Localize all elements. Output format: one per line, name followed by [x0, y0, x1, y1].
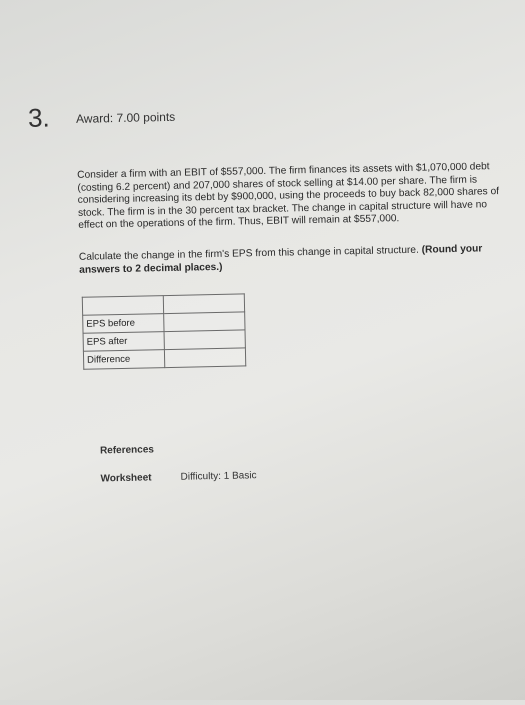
- question-number: 3.: [27, 102, 51, 133]
- instruction-bold: (Round your answers to 2 decimal places.): [79, 243, 483, 276]
- difficulty-label: Difficulty: 1 Basic: [180, 470, 257, 483]
- problem-text: Consider a firm with an EBIT of $557,000. The firm finances its assets with $1,070,000 debt (costing 6.2 percent) and 207,000 shares of stock selling at $14.00 per share. The firm is considering increasing its debt by $900,000, using the proceeds to buy back 82,000 shares of stock. The firm is in the 30 percent tax bracket. The change in capital structure will have no effect on the operations of the firm. Thus, EBIT will remain at $557,000.: [77, 161, 500, 231]
- instruction: [79, 243, 509, 277]
- instruction-text: Calculate the change in the firm's EPS from this change in capital structure.: [78, 244, 419, 263]
- difference-input[interactable]: [164, 348, 245, 368]
- eps-after-input[interactable]: [164, 330, 245, 350]
- row-label-eps-before: EPS before: [83, 314, 164, 334]
- award-points: Award: 7.00 points: [75, 109, 176, 126]
- eps-before-input[interactable]: [164, 312, 245, 332]
- row-label: [82, 296, 163, 316]
- references-link[interactable]: References: [99, 444, 155, 457]
- worksheet-label: Worksheet: [100, 472, 152, 485]
- answer-input[interactable]: [163, 294, 244, 314]
- table-row: [83, 348, 245, 369]
- row-label-difference: Difference: [83, 350, 164, 370]
- answer-table: [82, 293, 246, 369]
- row-label-eps-after: EPS after: [83, 332, 164, 352]
